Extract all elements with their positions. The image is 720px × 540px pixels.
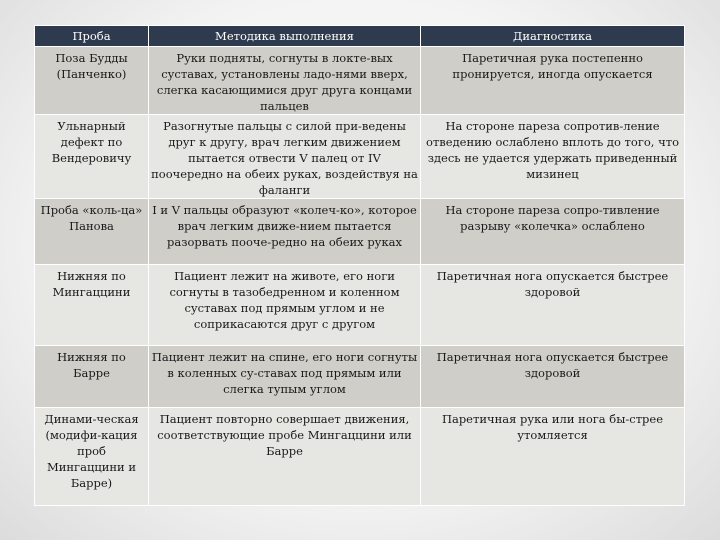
header-test: Проба bbox=[35, 26, 149, 47]
cell-test: Ульнарный дефект по Вендеровичу bbox=[35, 115, 149, 199]
cell-test: Нижняя по Барре bbox=[35, 346, 149, 408]
cell-diagnosis: Паретичная нога опускается быстрее здоровой bbox=[421, 346, 685, 408]
table-row bbox=[35, 115, 685, 199]
cell-method: Руки подняты, согнуты в локте-вых суставах, установлены ладо-нями вверх, слегка касающимися друг друга концами пальцев bbox=[149, 47, 421, 115]
cell-method: Пациент лежит на животе, его ноги согнуты в тазобедренном и коленном суставах под прямым углом и не соприкасаются друг с другом bbox=[149, 265, 421, 346]
cell-method: Пациент лежит на спине, его ноги согнуты в коленных су-ставах под прямым или слегка тупым углом bbox=[149, 346, 421, 408]
cell-method: Пациент повторно совершает движения, соответствующие пробе Мингаццини или Барре bbox=[149, 408, 421, 506]
cell-test: Поза Будды (Панченко) bbox=[35, 47, 149, 115]
table-row bbox=[35, 408, 685, 506]
tests-table bbox=[34, 25, 685, 506]
cell-diagnosis: Паретичная нога опускается быстрее здоровой bbox=[421, 265, 685, 346]
header-diagnosis: Диагностика bbox=[421, 26, 685, 47]
cell-method: I и V пальцы образуют «колеч-ко», которое врач легким движе-нием пытается разорвать пооче-редно на обеих руках bbox=[149, 199, 421, 265]
cell-diagnosis: Паретичная рука постепенно пронируется, иногда опускается bbox=[421, 47, 685, 115]
cell-method: Разогнутые пальцы с силой при-ведены друг к другу, врач легким движением пытается отвести V палец от IV поочередно на обеих руках, воздействуя на фаланги bbox=[149, 115, 421, 199]
table-row bbox=[35, 346, 685, 408]
header-method: Методика выполнения bbox=[149, 26, 421, 47]
table-row bbox=[35, 265, 685, 346]
cell-test: Нижняя по Мингаццини bbox=[35, 265, 149, 346]
table-row bbox=[35, 199, 685, 265]
table-header-row bbox=[35, 26, 685, 47]
cell-diagnosis: На стороне пареза сопротив-ление отведению ослаблено вплоть до того, что здесь не удается удержать приведенный мизинец bbox=[421, 115, 685, 199]
table-row bbox=[35, 47, 685, 115]
cell-test: Проба «коль-ца» Панова bbox=[35, 199, 149, 265]
cell-test: Динами-ческая (модифи-кация проб Мингаццини и Барре) bbox=[35, 408, 149, 506]
cell-diagnosis: На стороне пареза сопро-тивление разрыву «колечка» ослаблено bbox=[421, 199, 685, 265]
cell-diagnosis: Паретичная рука или нога бы-стрее утомляется bbox=[421, 408, 685, 506]
